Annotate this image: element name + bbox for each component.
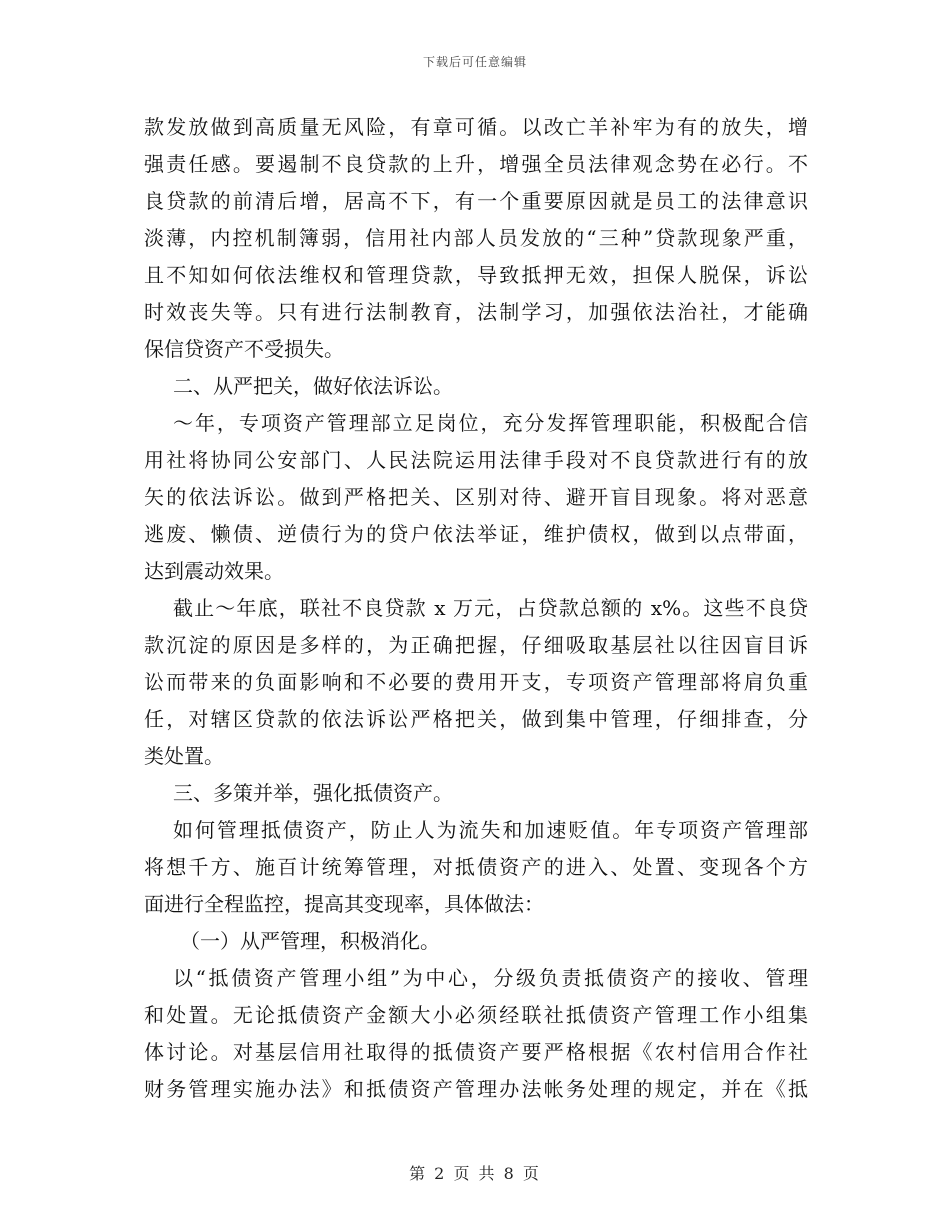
body-line: 财务管理实施办法》和抵债资产管理办法帐务处理的规定，并在《抵 [144, 1077, 808, 1101]
body-line: 和处置。无论抵债资产金额大小必须经联社抵债资产管理工作小组集 [144, 1003, 808, 1027]
section-heading: 三、多策并举，强化抵债资产。 [173, 781, 453, 805]
body-line: 保信贷资产不受损失。 [144, 337, 344, 361]
body-line: 讼而带来的负面影响和不必要的费用开支，专项资产管理部将肩负重 [144, 670, 808, 694]
body-line: 款发放做到高质量无风险，有章可循。以改亡羊补牢为有的放失，增 [144, 115, 808, 139]
body-line: 淡薄，内控机制簿弱，信用社内部人员发放的“三种”贷款现象严重， [144, 226, 808, 250]
section-heading: 二、从严把关，做好依法诉讼。 [173, 374, 453, 398]
document-body [144, 109, 808, 1108]
body-line: 强责任感。要遏制不良贷款的上升，增强全员法律观念势在必行。不 [144, 152, 808, 176]
page-number: 第 2 页 共 8 页 [409, 1164, 541, 1183]
body-line: 如何管理抵债资产，防止人为流失和加速贬值。年专项资产管理部 [173, 818, 808, 842]
subsection-heading: （一）从严管理，积极消化。 [180, 929, 440, 953]
body-line: 截止～年底，联社不良贷款 x 万元，占贷款总额的 x%。这些不良贷 [173, 596, 808, 620]
body-line: 矢的依法诉讼。做到严格把关、区别对待、避开盲目现象。将对恶意 [144, 485, 808, 509]
body-line: 良贷款的前清后增，居高不下，有一个重要原因就是员工的法律意识 [144, 189, 808, 213]
body-line: 达到震动效果。 [144, 559, 284, 583]
body-line: 逃废、懒债、逆债行为的贷户依法举证，维护债权，做到以点带面， [144, 522, 808, 546]
body-line: 任，对辖区贷款的依法诉讼严格把关，做到集中管理，仔细排查，分 [144, 707, 808, 731]
body-line: 时效丧失等。只有进行法制教育，法制学习，加强依法治社，才能确 [144, 300, 808, 324]
body-line: 体讨论。对基层信用社取得的抵债资产要严格根据《农村信用合作社 [144, 1040, 808, 1064]
body-line: 将想千方、施百计统筹管理，对抵债资产的进入、处置、变现各个方 [144, 855, 808, 879]
body-line: 用社将协同公安部门、人民法院运用法律手段对不良贷款进行有的放 [144, 448, 808, 472]
body-line: 以“抵债资产管理小组”为中心，分级负责抵债资产的接收、管理 [173, 966, 808, 990]
page-header-note: 下载后可任意编辑 [422, 55, 527, 69]
body-line: 类处置。 [144, 744, 224, 768]
body-line: 款沉淀的原因是多样的，为正确把握，仔细吸取基层社以往因盲目诉 [144, 633, 808, 657]
body-line: 面进行全程监控，提高其变现率，具体做法： [144, 892, 544, 916]
body-line: 且不知如何依法维权和管理贷款，导致抵押无效，担保人脱保，诉讼 [144, 263, 808, 287]
body-line: ～年，专项资产管理部立足岗位，充分发挥管理职能，积极配合信 [173, 411, 808, 435]
